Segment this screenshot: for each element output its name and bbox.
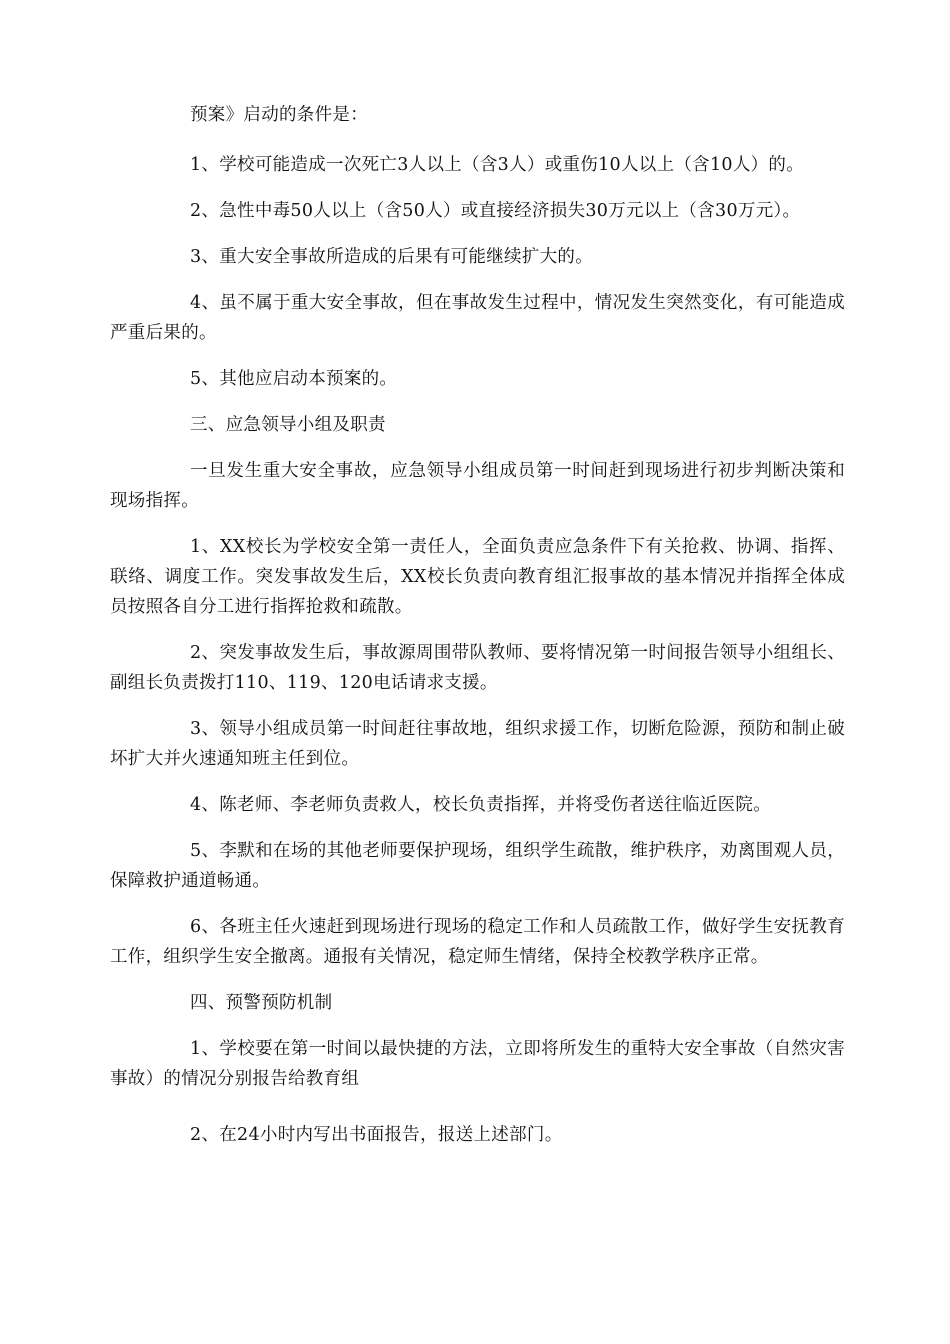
paragraph-condition-3: 3、重大安全事故所造成的后果有可能继续扩大的。: [190, 247, 594, 267]
paragraph-leadership-intro: 一旦发生重大安全事故，应急领导小组成员第一时间赶到现场进行初步判断决策和现场指挥。: [110, 461, 845, 511]
paragraph-condition-4: 4、虽不属于重大安全事故，但在事故发生过程中，情况发生突然变化，有可能造成严重后果的。: [110, 293, 845, 343]
section-heading-emergency-leadership: 三、应急领导小组及职责: [190, 415, 386, 435]
paragraph-warning-2: 2、在24小时内写出书面报告，报送上述部门。: [190, 1125, 563, 1145]
paragraph-condition-1: 1、学校可能造成一次死亡3人以上（含3人）或重伤10人以上（含10人）的。: [190, 155, 805, 175]
paragraph-duty-4: 4、陈老师、李老师负责救人，校长负责指挥，并将受伤者送往临近医院。: [190, 795, 772, 815]
paragraph-condition-5: 5、其他应启动本预案的。: [190, 369, 398, 389]
section-heading-early-warning: 四、预警预防机制: [190, 993, 333, 1013]
paragraph-duty-3: 3、领导小组成员第一时间赶往事故地，组织求援工作，切断危险源，预防和制止破坏扩大并火速通知班主任到位。: [110, 719, 845, 769]
document-body: [110, 100, 845, 1166]
paragraph-duty-5: 5、李默和在场的其他老师要保护现场，组织学生疏散，维护秩序，劝离围观人员，保障救护通道畅通。: [110, 841, 845, 891]
paragraph-duty-1: 1、XX校长为学校安全第一责任人，全面负责应急条件下有关抢救、协调、指挥、联络、调度工作。突发事故发生后，XX校长负责向教育组汇报事故的基本情况并指挥全体成员按照各自分工进行指挥抢救和疏散。: [110, 537, 845, 617]
paragraph-plan-activation-intro: 预案》启动的条件是：: [190, 105, 368, 125]
paragraph-duty-2: 2、突发事故发生后，事故源周围带队教师、要将情况第一时间报告领导小组组长、副组长负责拨打110、119、120电话请求支援。: [110, 643, 845, 693]
paragraph-warning-1: 1、学校要在第一时间以最快捷的方法，立即将所发生的重特大安全事故（自然灾害事故）的情况分别报告给教育组: [110, 1039, 845, 1089]
paragraph-condition-2: 2、急性中毒50人以上（含50人）或直接经济损失30万元以上（含30万元）。: [190, 201, 801, 221]
paragraph-duty-6: 6、各班主任火速赶到现场进行现场的稳定工作和人员疏散工作，做好学生安抚教育工作，组织学生安全撤离。通报有关情况，稳定师生情绪，保持全校教学秩序正常。: [110, 917, 845, 967]
